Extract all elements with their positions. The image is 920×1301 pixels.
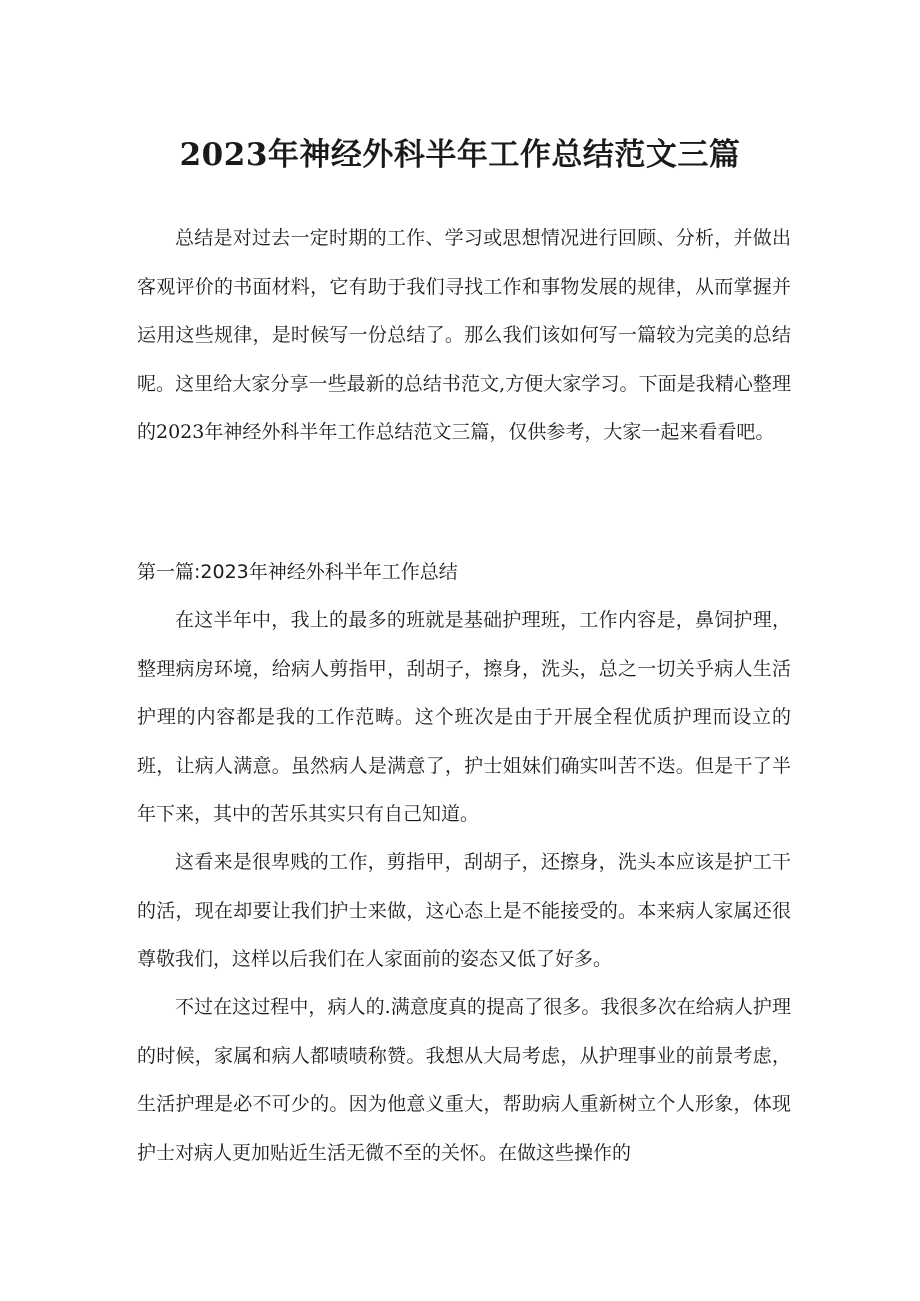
body-paragraph-3: 不过在这过程中，病人的.满意度真的提高了很多。我很多次在给病人护理的时候，家属和病人都啧啧称赞。我想从大局考虑，从护理事业的前景考虑，生活护理是必不可少的。因为他意义重大，帮助病人重新树立个人形象，体现护士对病人更加贴近生活无微不至的关怀。在做这些操作的 (137, 996, 791, 1164)
intro-paragraph: 总结是对过去一定时期的工作、学习或思想情况进行回顾、分析，并做出客观评价的书面材料，它有助于我们寻找工作和事物发展的规律，从而掌握并运用这些规律，是时候写一份总结了。那么我们该如何写一篇较为完美的总结呢。这里给大家分享一些最新的总结书范文,方便大家学习。下面是我精心整理的2023年神经外科半年工作总结范文三篇，仅供参考，大家一起来看看吧。 (137, 227, 791, 443)
body-paragraph-1: 在这半年中，我上的最多的班就是基础护理班，工作内容是，鼻饲护理，整理病房环境，给病人剪指甲，刮胡子，擦身，洗头，总之一切关乎病人生活护理的内容都是我的工作范畴。这个班次是由于开展全程优质护理而设立的班，让病人满意。虽然病人是满意了，护士姐妹们确实叫苦不迭。但是干了半年下来，其中的苦乐其实只有自己知道。 (137, 609, 791, 825)
document-title: 2023年神经外科半年工作总结范文三篇 (179, 137, 741, 173)
section-heading: 第一篇:2023年神经外科半年工作总结 (137, 561, 458, 583)
body-paragraph-2: 这看来是很卑贱的工作，剪指甲，刮胡子，还擦身，洗头本应该是护工干的活，现在却要让我们护士来做，这心态上是不能接受的。本来病人家属还很尊敬我们，这样以后我们在人家面前的姿态又低了好多。 (137, 851, 791, 970)
